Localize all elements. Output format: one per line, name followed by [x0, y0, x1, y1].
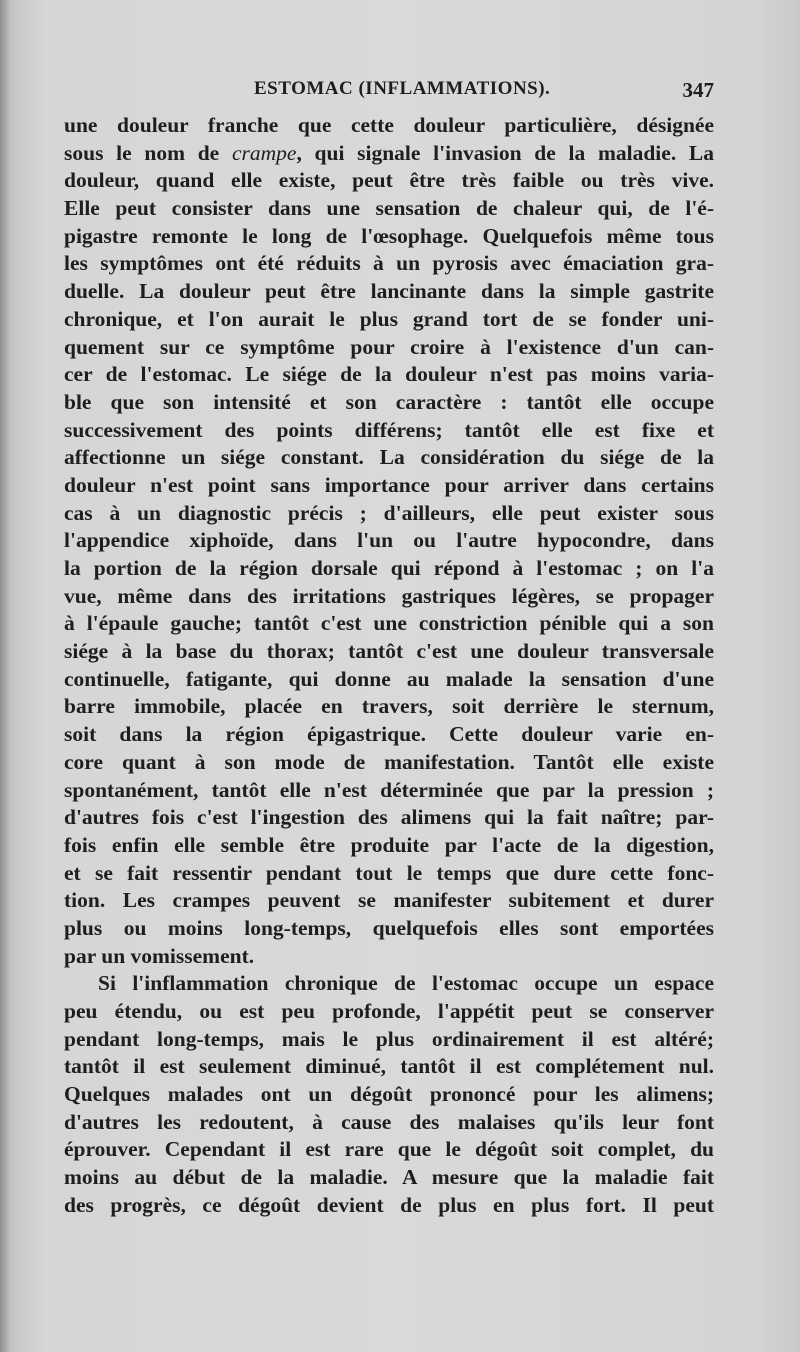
text-line: duelle. La douleur peut être lancinante dans la simple gastrite	[64, 279, 714, 304]
text-line: les symptômes ont été réduits à un pyrosis avec émaciation gra-	[64, 251, 714, 276]
text-line: cas à un diagnostic précis ; d'ailleurs, elle peut exister sous	[64, 500, 714, 525]
text-line: éprouver. Cependant il est rare que le dégoût soit complet, du	[64, 1137, 714, 1162]
text-line: Quelques malades ont un dégoût prononcé pour les alimens;	[64, 1082, 714, 1107]
binding-shadow	[0, 0, 10, 1352]
text-line: d'autres les redoutent, à cause des malaises qu'ils leur font	[64, 1109, 714, 1134]
text-line: moins au début de la maladie. A mesure que la maladie fait	[64, 1165, 714, 1190]
body-text	[64, 112, 714, 1220]
text-line: quement sur ce symptôme pour croire à l'existence d'un can-	[64, 334, 714, 359]
text-line: douleur, quand elle existe, peut être très faible ou très vive.	[64, 168, 714, 193]
running-title: ESTOMAC (INFLAMMATIONS).	[254, 78, 551, 99]
text-line: peu étendu, ou est peu profonde, l'appétit peut se conserver	[64, 999, 714, 1023]
text-line: tion. Les crampes peuvent se manifester subitement et durer	[64, 888, 714, 913]
text-line: core quant à son mode de manifestation. Tantôt elle existe	[64, 749, 714, 774]
text-line: spontanément, tantôt elle n'est déterminée que par la pression ;	[64, 777, 714, 802]
running-head	[64, 78, 714, 108]
text-line: affectionne un siége constant. La considération du siége de la	[64, 445, 714, 470]
text-line: plus ou moins long-temps, quelquefois elles sont emportées	[64, 915, 714, 940]
text-line: fois enfin elle semble être produite par l'acte de la digestion,	[64, 832, 714, 857]
text-line: d'autres fois c'est l'ingestion des alimens qui la fait naître; par-	[64, 805, 714, 830]
paragraph	[64, 970, 714, 1219]
text-line: des progrès, ce dégoût devient de plus en plus fort. Il peut	[64, 1192, 714, 1217]
text-line: chronique, et l'on aurait le plus grand tort de se fonder uni-	[64, 306, 714, 331]
paragraph	[64, 112, 714, 970]
text-line: vue, même dans des irritations gastriques légères, se propager	[64, 583, 714, 608]
text-line: pigastre remonte le long de l'œsophage. Quelquefois même tous	[64, 223, 714, 248]
text-line: Elle peut consister dans une sensation de chaleur qui, de l'é-	[64, 196, 714, 221]
text-line: continuelle, fatigante, qui donne au malade la sensation d'une	[64, 666, 714, 691]
text-line: la portion de la région dorsale qui répond à l'estomac ; on l'a	[64, 556, 714, 580]
text-line: par un vomissement.	[64, 943, 255, 968]
text-line: cer de l'estomac. Le siége de la douleur n'est pas moins varia-	[64, 362, 714, 387]
page-number: 347	[682, 78, 714, 102]
text-line: pendant long-temps, mais le plus ordinairement il est altéré;	[64, 1026, 714, 1051]
text-line: l'appendice xiphoïde, dans l'un ou l'autre hypocondre, dans	[64, 528, 714, 553]
text-line: siége à la base du thorax; tantôt c'est une douleur transversale	[64, 639, 714, 664]
text-line: barre immobile, placée en travers, soit derrière le sternum,	[64, 694, 714, 719]
text-line: et se fait ressentir pendant tout le temps que dure cette fonc-	[64, 860, 714, 885]
text-line: sous le nom de crampe, qui signale l'invasion de la maladie. La	[64, 140, 715, 165]
text-line: une douleur franche que cette douleur particulière, désignée	[64, 113, 714, 137]
text-line: tantôt il est seulement diminué, tantôt il est complétement nul.	[64, 1054, 714, 1079]
text-line: ble que son intensité et son caractère : tantôt elle occupe	[64, 389, 714, 414]
text-line: successivement des points différens; tantôt elle est fixe et	[64, 417, 714, 442]
text-line: douleur n'est point sans importance pour arriver dans certains	[64, 472, 714, 497]
text-line: à l'épaule gauche; tantôt c'est une constriction pénible qui a son	[64, 611, 714, 636]
text-line: soit dans la région épigastrique. Cette douleur varie en-	[64, 722, 714, 747]
text-line: Si l'inflammation chronique de l'estomac occupe un espace	[98, 971, 714, 996]
